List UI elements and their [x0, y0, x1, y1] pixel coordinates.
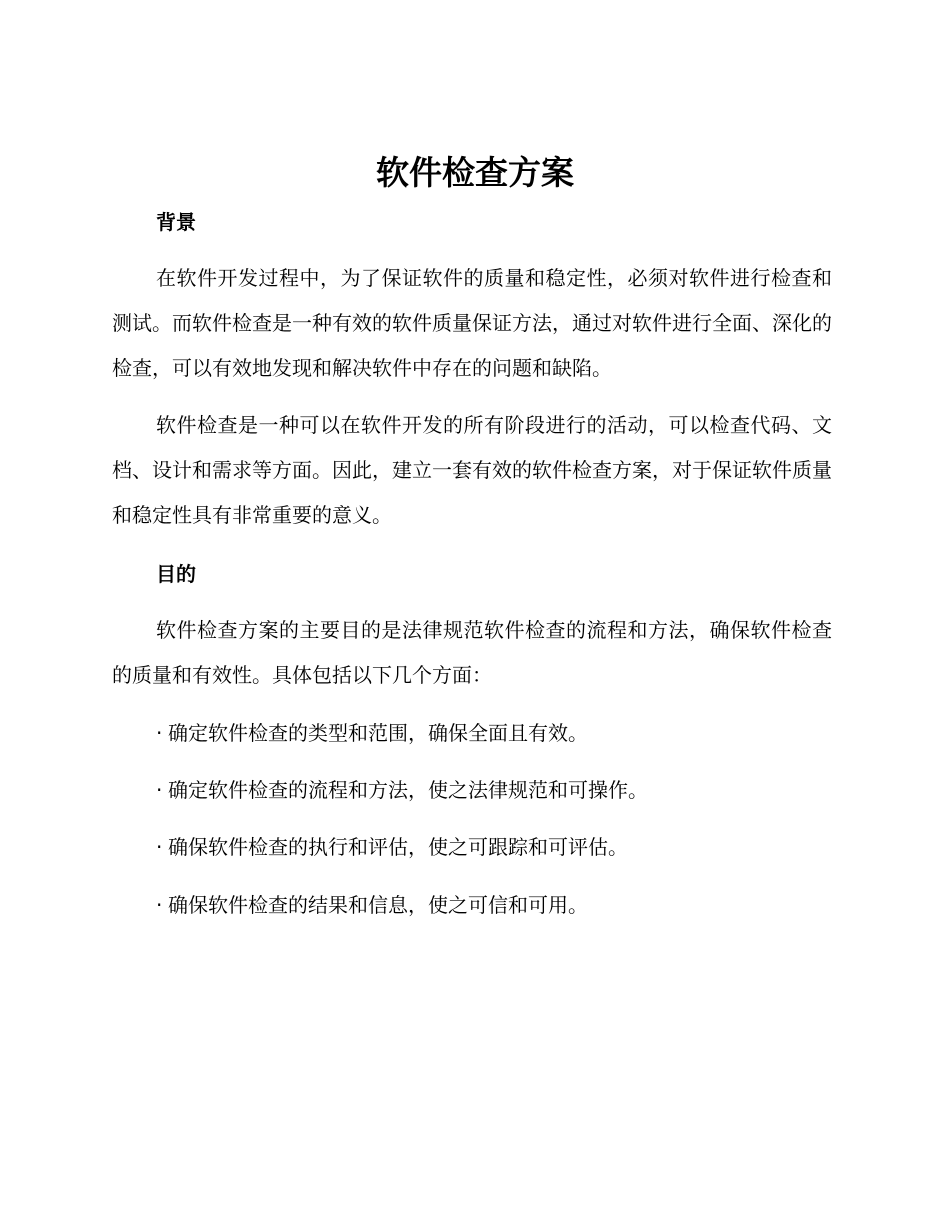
bullet-marker: ·	[156, 893, 163, 917]
bullet-item	[156, 719, 588, 747]
bullet-text: 确保软件检查的执行和评估，使之可跟踪和可评估。	[168, 835, 628, 859]
bullet-text: 确定软件检查的流程和方法，使之法律规范和可操作。	[168, 778, 648, 802]
bullet-item	[156, 833, 628, 861]
bullet-text: 确保软件检查的结果和信息，使之可信和可用。	[168, 893, 588, 917]
paragraph-purpose-1: 软件检查方案的主要目的是法律规范软件检查的流程和方法，确保软件检查的质量和有效性。具体包括以下几个方面：	[112, 618, 832, 687]
bullet-marker: ·	[156, 721, 163, 745]
paragraph-background-1: 在软件开发过程中，为了保证软件的质量和稳定性，必须对软件进行检查和测试。而软件检查是一种有效的软件质量保证方法，通过对软件进行全面、深化的检查，可以有效地发现和解决软件中存在的问题和缺陷。	[112, 266, 832, 380]
section-heading-purpose: 目的	[156, 562, 196, 586]
bullet-text: 确定软件检查的类型和范围，确保全面且有效。	[168, 721, 588, 745]
document-title: 软件检查方案	[376, 153, 574, 192]
bullet-marker: ·	[156, 778, 163, 802]
bullet-item	[156, 776, 648, 804]
section-heading-background: 背景	[156, 210, 196, 234]
paragraph-background-2: 软件检查是一种可以在软件开发的所有阶段进行的活动，可以检查代码、文档、设计和需求等方面。因此，建立一套有效的软件检查方案，对于保证软件质量和稳定性具有非常重要的意义。	[112, 413, 832, 527]
bullet-marker: ·	[156, 835, 163, 859]
bullet-item	[156, 891, 588, 919]
